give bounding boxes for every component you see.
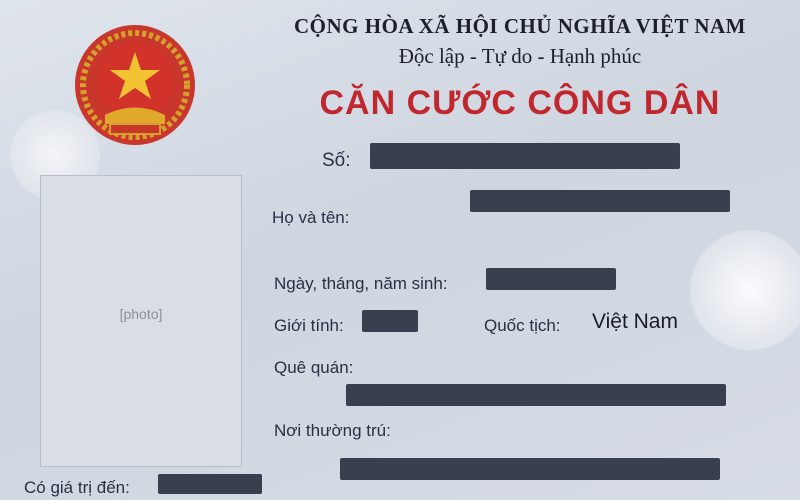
photo-placeholder: [photo] xyxy=(119,306,163,322)
hometown-label: Quê quán: xyxy=(274,358,354,377)
hometown-redacted xyxy=(346,384,726,406)
sex-redacted xyxy=(362,310,418,332)
dob-label: Ngày, tháng, năm sinh: xyxy=(274,274,448,293)
country-header: CỘNG HÒA XÃ HỘI CHỦ NGHĨA VIỆT NAM xyxy=(293,14,747,38)
name-label: Họ và tên: xyxy=(272,208,350,227)
motto: Độc lập - Tự do - Hạnh phúc xyxy=(398,44,642,68)
nationality-value: Việt Nam xyxy=(592,310,678,333)
number-label: Số: xyxy=(322,150,351,171)
portrait-photo xyxy=(40,175,242,467)
dob-redacted xyxy=(486,268,616,290)
expiry-redacted xyxy=(158,474,262,494)
name-redacted xyxy=(470,190,730,212)
nationality-label: Quốc tịch: xyxy=(484,316,561,335)
glare xyxy=(690,230,800,350)
sex-label: Giới tính: xyxy=(274,316,344,335)
national-emblem-icon xyxy=(70,20,200,150)
residence-label: Nơi thường trú: xyxy=(274,421,391,440)
residence-redacted xyxy=(340,458,720,480)
id-number-redacted xyxy=(370,143,680,169)
expiry-label: Có giá trị đến: xyxy=(24,478,130,497)
card-title: CĂN CƯỚC CÔNG DÂN xyxy=(319,84,721,122)
